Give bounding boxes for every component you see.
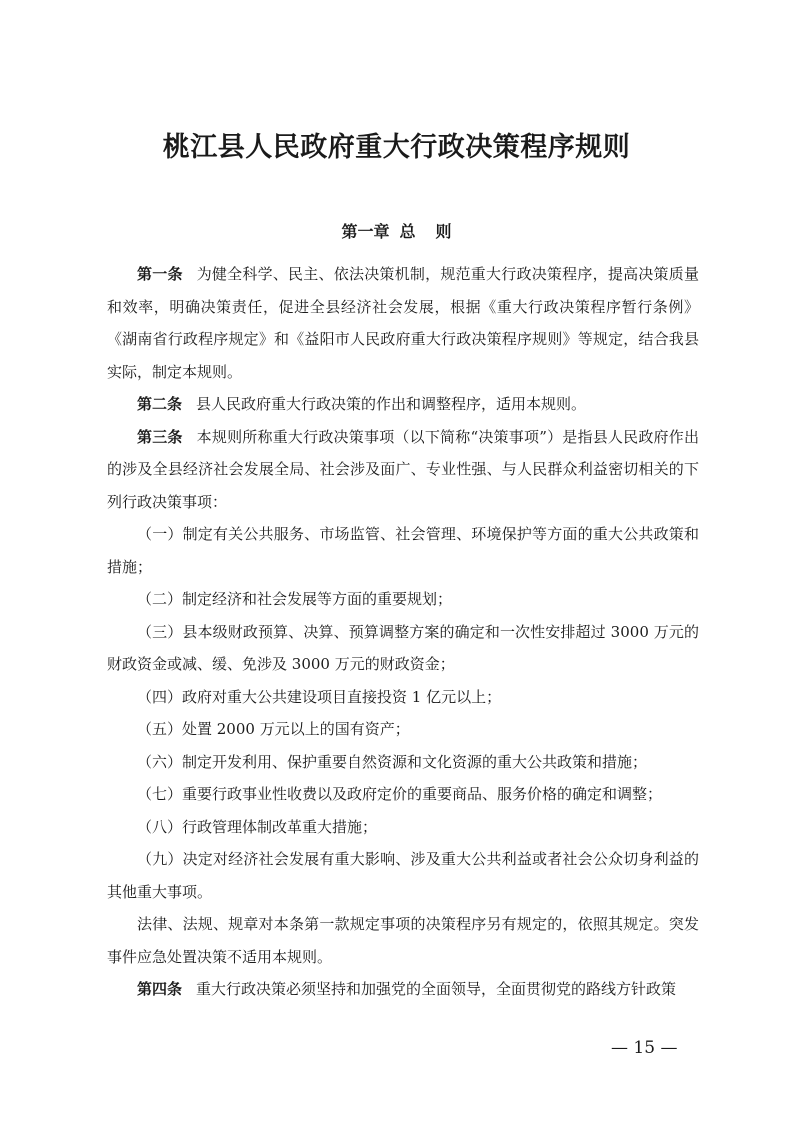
article-label: 第二条	[137, 395, 183, 413]
list-item: （一）制定有关公共服务、市场监管、社会管理、环境保护等方面的重大公共政策和措施；	[107, 525, 699, 576]
article-label: 第一条	[137, 265, 183, 283]
article-4	[107, 973, 699, 1006]
article-1	[107, 258, 699, 388]
list-item: （九）决定对经济社会发展有重大影响、涉及重大公共利益或者社会公众切身利益的其他重大事项。	[107, 850, 699, 901]
list-item: （六）制定开发利用、保护重要自然资源和文化资源的重大公共政策和措施；	[137, 752, 648, 771]
article-text: 本规则所称重大行政决策事项（以下简称“决策事项”）是指县人民政府作出的涉及全县经济社会发展全局、社会涉及面广、专业性强、与人民群众利益密切相关的下列行政决策事项：	[107, 427, 699, 511]
article-2	[107, 388, 699, 421]
list-item: （八）行政管理体制改革重大措施；	[137, 817, 378, 836]
document-body	[107, 258, 699, 1006]
chapter-heading	[0, 220, 793, 244]
article-text: 县人民政府重大行政决策的作出和调整程序，适用本规则。	[196, 395, 587, 413]
list-item: （五）处置 2000 万元以上的国有资产；	[137, 720, 410, 738]
document-title: 桃江县人民政府重大行政决策程序规则	[162, 132, 631, 163]
chapter-title-char-1: 总	[399, 222, 416, 241]
list-item: （三）县本级财政预算、决算、预算调整方案的确定和一次性安排超过 3000 万元的财政资金或减、缓、免涉及 3000 万元的财政资金；	[107, 622, 699, 673]
chapter-title-char-2: 则	[435, 222, 452, 241]
article-text: 为健全科学、民主、依法决策机制，规范重大行政决策程序，提高决策质量和效率，明确决策责任，促进全县经济社会发展，根据《重大行政决策程序暂行条例》《湖南省行政程序规定》和《益阳市人民政府重大行政决策程序规则》等规定，结合我县实际，制定本规则。	[107, 265, 699, 381]
chapter-number: 第一章	[341, 222, 390, 241]
list-item: （二）制定经济和社会发展等方面的重要规划；	[137, 590, 453, 608]
list-item: （七）重要行政事业性收费以及政府定价的重要商品、服务价格的确定和调整；	[137, 785, 663, 803]
article-3-note: 法律、法规、规章对本条第一款规定事项的决策程序另有规定的，依照其规定。突发事件应急处置决策不适用本规则。	[107, 915, 699, 966]
page-number: — 15 —	[611, 1038, 678, 1058]
list-item: （四）政府对重大公共建设项目直接投资 1 亿元以上；	[137, 687, 502, 706]
article-label: 第三条	[137, 427, 183, 446]
article-label: 第四条	[137, 980, 183, 998]
article-text: 重大行政决策必须坚持和加强党的全面领导，全面贯彻党的路线方针政策	[196, 980, 677, 998]
article-3	[107, 421, 699, 519]
